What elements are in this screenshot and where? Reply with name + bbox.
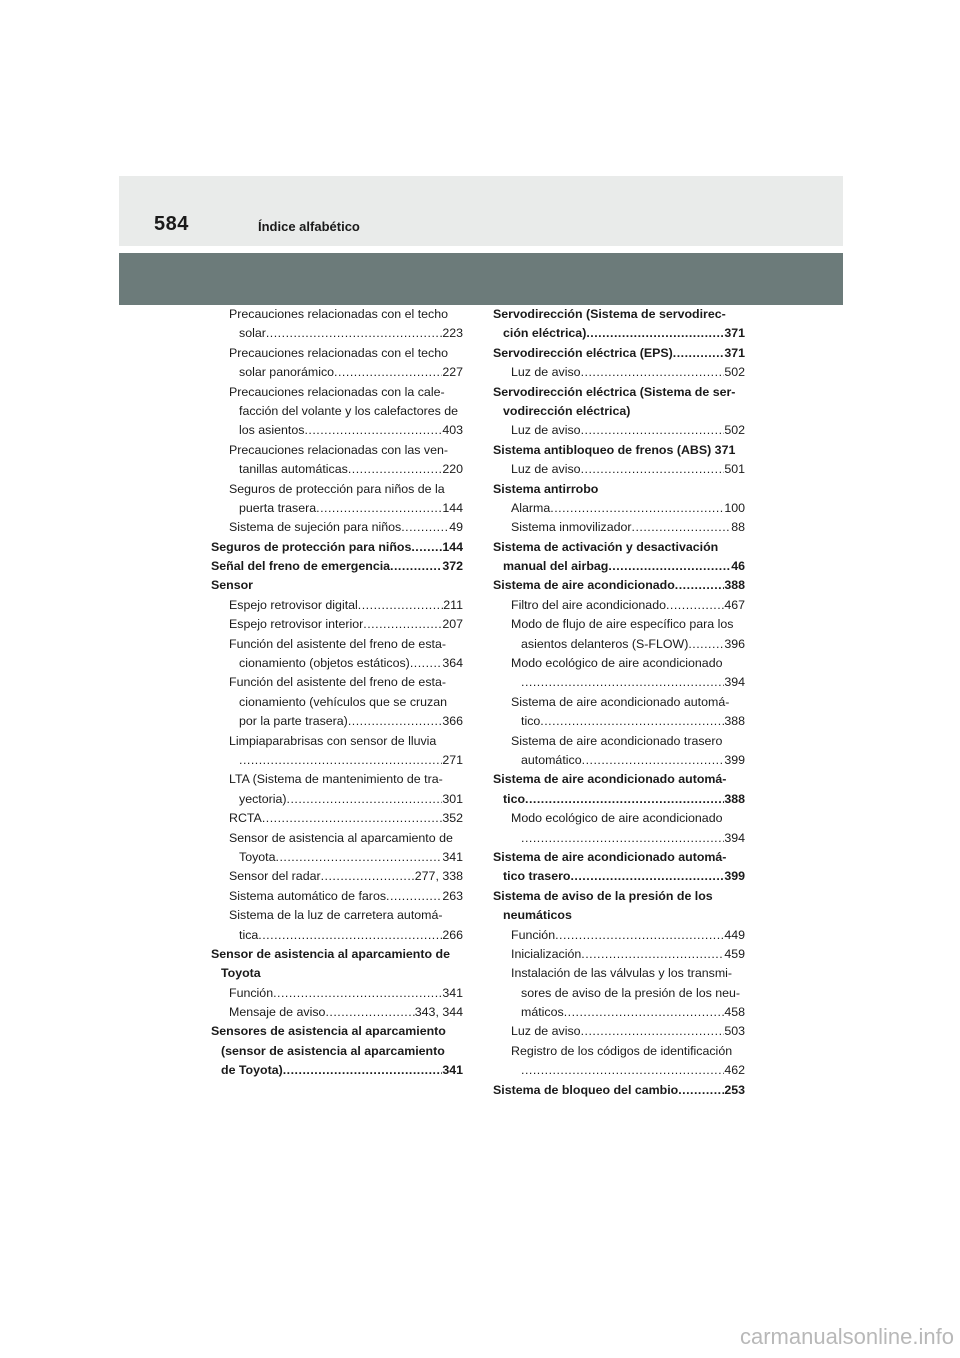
page-reference: 341 <box>442 849 463 864</box>
index-main-entry <box>493 538 745 557</box>
index-sub-entry <box>211 887 463 906</box>
page-reference: 227 <box>442 365 463 380</box>
index-sub-entry <box>211 460 463 479</box>
index-sub-entry <box>493 984 745 1003</box>
index-main-entry <box>493 848 745 867</box>
index-column-left <box>211 305 463 1081</box>
entry-text: Sensor <box>211 578 254 593</box>
index-main-entry <box>493 441 745 460</box>
page-reference: 459 <box>724 946 745 961</box>
index-sub-entry <box>211 344 463 363</box>
dot-leader <box>582 751 725 770</box>
dot-leader <box>266 324 442 343</box>
index-sub-entry <box>493 732 745 751</box>
dot-leader <box>666 596 724 615</box>
dot-leader <box>321 867 415 886</box>
page-number: 584 <box>154 213 189 235</box>
dot-leader <box>525 790 724 809</box>
page-reference: 277, 338 <box>414 869 463 884</box>
index-sub-entry <box>493 1042 745 1061</box>
dot-leader <box>283 1061 443 1080</box>
dot-leader <box>410 654 443 673</box>
page-reference: 502 <box>724 423 745 438</box>
dot-leader <box>276 848 443 867</box>
entry-text: Seguros de protección para niños de la <box>229 481 445 496</box>
entry-text: Toyota <box>239 849 276 864</box>
index-sub-entry <box>211 790 463 809</box>
entry-text: Precauciones relacionadas con el techo <box>229 345 449 360</box>
dot-leader <box>262 809 443 828</box>
index-sub-entry <box>493 926 745 945</box>
index-sub-entry <box>211 305 463 324</box>
index-sub-entry <box>493 693 745 712</box>
index-sub-entry <box>211 732 463 751</box>
index-sub-entry <box>211 829 463 848</box>
entry-text: Sistema de aviso de la presión de los <box>493 888 713 903</box>
entry-text: Modo ecológico de aire acondicionado <box>511 656 723 671</box>
entry-text: manual del airbag <box>503 559 609 574</box>
entry-text: tico <box>521 714 541 729</box>
entry-text: solar panorámico <box>239 365 335 380</box>
page-reference: 301 <box>442 791 463 806</box>
page-reference: 352 <box>442 811 463 826</box>
index-main-entry <box>493 480 745 499</box>
dot-leader <box>675 576 725 595</box>
page-reference: 399 <box>724 752 745 767</box>
entry-text: tanillas automáticas <box>239 462 348 477</box>
page-reference: 220 <box>442 462 463 477</box>
index-main-entry <box>211 576 463 595</box>
index-sub-entry <box>493 460 745 479</box>
entry-text: Filtro del aire acondicionado <box>511 597 666 612</box>
entry-text: tica <box>239 927 259 942</box>
index-main-entry <box>211 964 463 983</box>
index-sub-entry <box>211 1003 463 1022</box>
entry-text: Luz de aviso <box>511 423 581 438</box>
page-reference: 49 <box>449 520 463 535</box>
entry-text: Luz de aviso <box>511 365 581 380</box>
index-sub-entry <box>493 964 745 983</box>
entry-text: puerta trasera <box>239 500 317 515</box>
entry-text: Precauciones relacionadas con las ven- <box>229 442 449 457</box>
page-reference: 396 <box>724 636 745 651</box>
index-main-entry <box>211 1022 463 1041</box>
index-sub-entry <box>493 654 745 673</box>
page-reference: 502 <box>724 365 745 380</box>
index-main-entry <box>493 887 745 906</box>
index-main-entry <box>493 383 745 402</box>
index-sub-entry <box>211 770 463 789</box>
entry-text: Alarma <box>511 500 551 515</box>
dot-leader <box>287 790 443 809</box>
dot-leader <box>316 499 442 518</box>
index-sub-entry <box>493 751 745 770</box>
index-sub-entry <box>211 499 463 518</box>
entry-text: Sistema inmovilizador <box>511 520 632 535</box>
dot-leader <box>348 460 442 479</box>
dot-leader <box>258 926 442 945</box>
page-reference: 467 <box>724 597 745 612</box>
dot-leader <box>688 635 724 654</box>
index-sub-entry <box>211 654 463 673</box>
index-main-entry <box>211 1042 463 1061</box>
index-main-entry <box>211 945 463 964</box>
index-sub-entry <box>211 809 463 828</box>
index-main-entry <box>493 1081 745 1100</box>
index-sub-entry <box>493 712 745 731</box>
index-main-entry <box>493 324 745 343</box>
page-reference: 341 <box>442 985 463 1000</box>
index-sub-entry <box>493 596 745 615</box>
dot-leader <box>673 344 725 363</box>
title-bar <box>119 253 843 305</box>
page-reference: 388 <box>724 578 745 593</box>
entry-text: Sensor de asistencia al aparcamiento de <box>229 830 453 845</box>
entry-text: Función del asistente del freno de esta- <box>229 636 446 651</box>
entry-text: Precauciones relacionadas con el techo <box>229 307 449 321</box>
index-sub-entry <box>211 421 463 440</box>
index-sub-entry <box>211 615 463 634</box>
index-sub-entry <box>493 635 745 654</box>
entry-text: Sistema de aire acondicionado trasero <box>511 733 723 748</box>
entry-text: (sensor de asistencia al aparcamiento <box>221 1043 445 1058</box>
index-main-entry <box>493 576 745 595</box>
page-reference: 144 <box>442 500 463 515</box>
index-sub-entry <box>211 867 463 886</box>
index-sub-entry <box>211 480 463 499</box>
index-sub-entry <box>211 693 463 712</box>
index-sub-entry <box>493 673 745 692</box>
index-sub-entry <box>211 383 463 402</box>
dot-leader <box>401 518 449 537</box>
index-sub-entry <box>493 499 745 518</box>
index-sub-entry <box>211 518 463 537</box>
page-reference: 372 <box>442 559 463 574</box>
entry-text: Función del asistente del freno de esta- <box>229 675 446 690</box>
dot-leader <box>581 421 725 440</box>
entry-text: cionamiento (vehículos que se cruzan <box>239 694 448 709</box>
page-reference: 266 <box>442 927 463 942</box>
index-sub-entry <box>493 945 745 964</box>
entry-text: Servodirección eléctrica (EPS) <box>493 345 673 360</box>
entry-text: Sistema de la luz de carretera automá- <box>229 908 443 923</box>
index-main-entry <box>493 402 745 421</box>
entry-text: Sensor de asistencia al aparcamiento de <box>211 946 450 961</box>
entry-text: Toyota <box>221 966 261 981</box>
index-main-entry <box>493 790 745 809</box>
index-sub-entry <box>211 751 463 770</box>
dot-leader <box>363 615 442 634</box>
dot-leader <box>358 596 443 615</box>
entry-text: Sistema de aire acondicionado <box>493 578 675 593</box>
index-sub-entry <box>211 848 463 867</box>
dot-leader <box>608 557 731 576</box>
index-main-entry <box>493 770 745 789</box>
dot-leader <box>570 867 724 886</box>
index-main-entry <box>493 867 745 886</box>
header-band <box>119 176 843 246</box>
entry-text: Mensaje de aviso <box>229 1005 326 1020</box>
dot-leader <box>386 887 442 906</box>
dot-leader <box>348 712 443 731</box>
entry-text: Servodirección eléctrica (Sistema de ser- <box>493 384 736 399</box>
index-main-entry <box>493 906 745 925</box>
dot-leader <box>550 499 724 518</box>
entry-text: Sistema antibloqueo de frenos (ABS) 371 <box>493 442 736 457</box>
dot-leader <box>521 673 724 692</box>
index-sub-entry <box>493 518 745 537</box>
entry-text: automático <box>521 752 582 767</box>
page-reference: 366 <box>442 714 463 729</box>
dot-leader <box>521 1061 724 1080</box>
page-reference: 458 <box>724 1005 745 1020</box>
index-sub-entry <box>493 1003 745 1022</box>
page-reference: 371 <box>724 326 745 341</box>
entry-text: solar <box>239 326 266 341</box>
entry-text: Sistema de bloqueo del cambio <box>493 1082 679 1097</box>
index-sub-entry <box>493 615 745 634</box>
dot-leader <box>540 712 724 731</box>
page-reference: 88 <box>731 520 745 535</box>
index-sub-entry <box>493 829 745 848</box>
index-sub-entry <box>211 596 463 615</box>
entry-text: los asientos <box>239 423 305 438</box>
dot-leader <box>678 1081 724 1100</box>
entry-text: Señal del freno de emergencia <box>211 559 391 574</box>
page-reference: 403 <box>442 423 463 438</box>
entry-text: Limpiaparabrisas con sensor de lluvia <box>229 733 437 748</box>
page-reference: 100 <box>724 500 745 515</box>
entry-text: yectoria) <box>239 791 287 806</box>
entry-text: Servodirección (Sistema de servodirec- <box>493 307 726 321</box>
entry-text: Sistema automático de faros <box>229 888 387 903</box>
page-reference: 501 <box>724 462 745 477</box>
index-sub-entry <box>211 363 463 382</box>
entry-text: cionamiento (objetos estáticos) <box>239 656 410 671</box>
index-sub-entry <box>493 363 745 382</box>
dot-leader <box>586 324 724 343</box>
entry-text: Modo ecológico de aire acondicionado <box>511 811 723 826</box>
dot-leader <box>555 926 724 945</box>
index-sub-entry <box>211 906 463 925</box>
page-reference: 371 <box>724 345 745 360</box>
dot-leader <box>581 363 725 382</box>
dot-leader <box>564 1003 725 1022</box>
entry-text: Sistema de aire acondicionado automá- <box>511 694 730 709</box>
entry-text: Sistema de aire acondicionado automá- <box>493 772 727 787</box>
entry-text: por la parte trasera) <box>239 714 348 729</box>
watermark: carmanualsonline.info <box>739 1324 954 1349</box>
dot-leader <box>325 1003 414 1022</box>
entry-text: máticos <box>521 1005 564 1020</box>
entry-text: Sensores de asistencia al aparcamiento <box>211 1024 446 1039</box>
dot-leader <box>390 557 442 576</box>
page-reference: 388 <box>724 791 745 806</box>
entry-text: LTA (Sistema de mantenimiento de tra- <box>229 772 443 787</box>
index-main-entry <box>211 557 463 576</box>
entry-text: Inicialización <box>511 946 582 961</box>
page-reference: 211 <box>443 597 463 612</box>
entry-text: RCTA <box>229 811 262 826</box>
page-reference: 207 <box>442 617 463 632</box>
entry-text: tico trasero <box>503 869 571 884</box>
page-reference: 388 <box>724 714 745 729</box>
entry-text: Registro de los códigos de identificación <box>511 1043 733 1058</box>
index-sub-entry <box>493 809 745 828</box>
index-column-right <box>493 305 745 1100</box>
page-reference: 253 <box>724 1082 745 1097</box>
entry-text: Precauciones relacionadas con la cale- <box>229 384 445 399</box>
index-sub-entry <box>493 421 745 440</box>
entry-text: facción del volante y los calefactores de <box>239 403 459 418</box>
page-reference: 144 <box>442 539 463 554</box>
page-reference: 399 <box>724 869 745 884</box>
index-sub-entry <box>211 712 463 731</box>
entry-text: de Toyota) <box>221 1063 283 1078</box>
entry-text: Sensor del radar <box>229 869 321 884</box>
index-sub-entry <box>211 635 463 654</box>
entry-text: sores de aviso de la presión de los neu- <box>521 985 741 1000</box>
page-reference: 394 <box>724 830 745 845</box>
entry-text: Espejo retrovisor digital <box>229 597 358 612</box>
dot-leader <box>581 1022 725 1041</box>
index-main-entry <box>493 344 745 363</box>
index-sub-entry <box>211 926 463 945</box>
entry-text: asientos delanteros (S-FLOW) <box>521 636 689 651</box>
page-reference: 343, 344 <box>414 1005 463 1020</box>
entry-text: Espejo retrovisor interior <box>229 617 364 632</box>
dot-leader <box>273 984 442 1003</box>
index-sub-entry <box>493 1022 745 1041</box>
page-reference: 223 <box>442 326 463 341</box>
entry-text: Sistema de sujeción para niños <box>229 520 402 535</box>
entry-text: tico <box>503 791 526 806</box>
index-main-entry <box>211 538 463 557</box>
index-sub-entry <box>211 324 463 343</box>
entry-text: ción eléctrica) <box>503 326 587 341</box>
entry-text: Seguros de protección para niños <box>211 539 412 554</box>
index-sub-entry <box>211 441 463 460</box>
dot-leader <box>239 751 442 770</box>
entry-text: Instalación de las válvulas y los transmi- <box>511 966 733 981</box>
dot-leader <box>581 945 724 964</box>
entry-text: Función <box>229 985 274 1000</box>
page-reference: 271 <box>442 752 463 767</box>
page-reference: 503 <box>724 1024 745 1039</box>
index-sub-entry <box>211 402 463 421</box>
page-reference: 263 <box>442 888 463 903</box>
entry-text: Luz de aviso <box>511 462 581 477</box>
entry-text: Modo de flujo de aire específico para los <box>511 617 734 632</box>
entry-text: Sistema de aire acondicionado automá- <box>493 849 727 864</box>
entry-text: Función <box>511 927 556 942</box>
dot-leader <box>632 518 732 537</box>
section-title: Índice alfabético <box>258 219 360 234</box>
index-sub-entry <box>211 984 463 1003</box>
page-reference: 462 <box>724 1063 745 1078</box>
entry-text: Sistema de activación y desactivación <box>493 539 719 554</box>
dot-leader <box>411 538 442 557</box>
entry-text: neumáticos <box>503 908 572 923</box>
dot-leader <box>334 363 442 382</box>
page-reference: 46 <box>731 559 745 574</box>
index-main-entry <box>493 305 745 324</box>
page-reference: 394 <box>724 675 745 690</box>
index-main-entry <box>211 1061 463 1080</box>
entry-text: Luz de aviso <box>511 1024 581 1039</box>
page-reference: 341 <box>442 1063 463 1078</box>
dot-leader <box>304 421 442 440</box>
dot-leader <box>521 829 724 848</box>
dot-leader <box>581 460 725 479</box>
entry-text: vodirección eléctrica) <box>503 403 631 418</box>
page-reference: 449 <box>724 927 745 942</box>
entry-text: Sistema antirrobo <box>493 481 599 496</box>
index-main-entry <box>493 557 745 576</box>
index-sub-entry <box>493 1061 745 1080</box>
page-reference: 364 <box>442 656 463 671</box>
index-sub-entry <box>211 673 463 692</box>
